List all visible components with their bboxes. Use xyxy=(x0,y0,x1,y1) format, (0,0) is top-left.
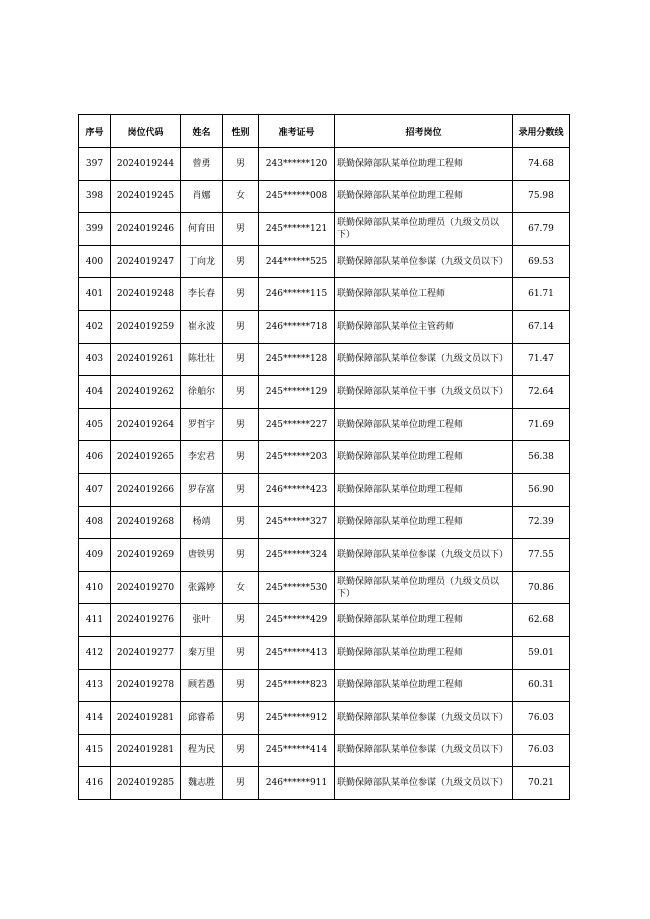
results-table xyxy=(78,114,570,800)
cell-index: 415 xyxy=(79,734,111,767)
cell-score: 76.03 xyxy=(513,702,570,735)
table-row xyxy=(79,180,570,213)
cell-gender: 男 xyxy=(223,441,259,474)
table-row xyxy=(79,767,570,800)
cell-position: 联勤保障部队某单位参谋（九级文员以下） xyxy=(335,539,513,572)
cell-gender: 男 xyxy=(223,604,259,637)
cell-exam-id: 246******115 xyxy=(259,278,335,311)
cell-exam-id: 246******423 xyxy=(259,473,335,506)
cell-score: 62.68 xyxy=(513,604,570,637)
header-row xyxy=(79,115,570,148)
cell-exam-id: 245******327 xyxy=(259,506,335,539)
cell-score: 56.90 xyxy=(513,473,570,506)
cell-exam-id: 245******414 xyxy=(259,734,335,767)
cell-name: 徐舶尔 xyxy=(181,376,223,409)
cell-post-code: 2024019247 xyxy=(111,245,181,278)
cell-index: 404 xyxy=(79,376,111,409)
table-row xyxy=(79,669,570,702)
cell-post-code: 2024019268 xyxy=(111,506,181,539)
cell-index: 416 xyxy=(79,767,111,800)
cell-post-code: 2024019261 xyxy=(111,343,181,376)
cell-exam-id: 246******911 xyxy=(259,767,335,800)
cell-gender: 男 xyxy=(223,473,259,506)
table-row xyxy=(79,148,570,181)
header-position: 招考岗位 xyxy=(335,115,513,148)
cell-exam-id: 245******823 xyxy=(259,669,335,702)
cell-exam-id: 244******525 xyxy=(259,245,335,278)
cell-score: 67.79 xyxy=(513,213,570,246)
cell-score: 71.69 xyxy=(513,408,570,441)
cell-index: 408 xyxy=(79,506,111,539)
header-gender: 性别 xyxy=(223,115,259,148)
cell-score: 75.98 xyxy=(513,180,570,213)
cell-post-code: 2024019259 xyxy=(111,310,181,343)
cell-position: 联勤保障部队某单位助理工程师 xyxy=(335,408,513,441)
cell-index: 410 xyxy=(79,571,111,604)
table-row xyxy=(79,278,570,311)
cell-exam-id: 245******128 xyxy=(259,343,335,376)
cell-score: 70.21 xyxy=(513,767,570,800)
cell-gender: 男 xyxy=(223,376,259,409)
cell-gender: 男 xyxy=(223,506,259,539)
table-row xyxy=(79,734,570,767)
cell-index: 411 xyxy=(79,604,111,637)
cell-gender: 男 xyxy=(223,702,259,735)
cell-index: 406 xyxy=(79,441,111,474)
header-exam-id: 准考证号 xyxy=(259,115,335,148)
cell-index: 401 xyxy=(79,278,111,311)
cell-gender: 男 xyxy=(223,669,259,702)
cell-name: 李长春 xyxy=(181,278,223,311)
cell-gender: 男 xyxy=(223,310,259,343)
cell-score: 56.38 xyxy=(513,441,570,474)
cell-name: 陈壮壮 xyxy=(181,343,223,376)
cell-name: 张露婷 xyxy=(181,571,223,604)
cell-score: 74.68 xyxy=(513,148,570,181)
table-row xyxy=(79,604,570,637)
cell-exam-id: 245******227 xyxy=(259,408,335,441)
cell-score: 61.71 xyxy=(513,278,570,311)
table-row xyxy=(79,506,570,539)
table-row xyxy=(79,213,570,246)
table-row xyxy=(79,441,570,474)
cell-post-code: 2024019244 xyxy=(111,148,181,181)
cell-exam-id: 245******429 xyxy=(259,604,335,637)
cell-exam-id: 245******203 xyxy=(259,441,335,474)
cell-index: 407 xyxy=(79,473,111,506)
cell-name: 崔永波 xyxy=(181,310,223,343)
cell-score: 69.53 xyxy=(513,245,570,278)
cell-name: 罗哲宇 xyxy=(181,408,223,441)
cell-gender: 男 xyxy=(223,278,259,311)
cell-gender: 男 xyxy=(223,245,259,278)
cell-index: 409 xyxy=(79,539,111,572)
cell-gender: 男 xyxy=(223,636,259,669)
cell-exam-id: 245******324 xyxy=(259,539,335,572)
cell-position: 联勤保障部队某单位参谋（九级文员以下） xyxy=(335,734,513,767)
cell-index: 414 xyxy=(79,702,111,735)
cell-position: 联勤保障部队某单位参谋（九级文员以下） xyxy=(335,245,513,278)
cell-name: 罗存富 xyxy=(181,473,223,506)
cell-gender: 男 xyxy=(223,539,259,572)
cell-name: 丁向龙 xyxy=(181,245,223,278)
cell-post-code: 2024019278 xyxy=(111,669,181,702)
cell-position: 联勤保障部队某单位助理工程师 xyxy=(335,506,513,539)
cell-position: 联勤保障部队某单位参谋（九级文员以下） xyxy=(335,343,513,376)
cell-exam-id: 245******530 xyxy=(259,571,335,604)
cell-exam-id: 245******912 xyxy=(259,702,335,735)
header-score: 录用分数线 xyxy=(513,115,570,148)
cell-post-code: 2024019266 xyxy=(111,473,181,506)
table-row xyxy=(79,376,570,409)
header-name: 姓名 xyxy=(181,115,223,148)
cell-index: 399 xyxy=(79,213,111,246)
cell-post-code: 2024019281 xyxy=(111,702,181,735)
cell-exam-id: 245******008 xyxy=(259,180,335,213)
cell-score: 59.01 xyxy=(513,636,570,669)
cell-post-code: 2024019246 xyxy=(111,213,181,246)
cell-index: 405 xyxy=(79,408,111,441)
cell-name: 杨靖 xyxy=(181,506,223,539)
cell-score: 76.03 xyxy=(513,734,570,767)
cell-position: 联勤保障部队某单位参谋（九级文员以下） xyxy=(335,702,513,735)
cell-post-code: 2024019270 xyxy=(111,571,181,604)
cell-index: 398 xyxy=(79,180,111,213)
cell-position: 联勤保障部队某单位助理工程师 xyxy=(335,604,513,637)
cell-post-code: 2024019269 xyxy=(111,539,181,572)
cell-exam-id: 243******120 xyxy=(259,148,335,181)
cell-exam-id: 245******413 xyxy=(259,636,335,669)
cell-score: 67.14 xyxy=(513,310,570,343)
cell-name: 唐铁男 xyxy=(181,539,223,572)
cell-position: 联勤保障部队某单位助理员（九级文员以下） xyxy=(335,213,513,246)
cell-score: 60.31 xyxy=(513,669,570,702)
table-row xyxy=(79,245,570,278)
cell-score: 72.39 xyxy=(513,506,570,539)
table-row xyxy=(79,539,570,572)
cell-name: 曾勇 xyxy=(181,148,223,181)
cell-index: 412 xyxy=(79,636,111,669)
cell-post-code: 2024019245 xyxy=(111,180,181,213)
cell-name: 秦万里 xyxy=(181,636,223,669)
cell-score: 70.86 xyxy=(513,571,570,604)
cell-index: 403 xyxy=(79,343,111,376)
cell-position: 联勤保障部队某单位助理工程师 xyxy=(335,669,513,702)
cell-position: 联勤保障部队某单位助理员（九级文员以下） xyxy=(335,571,513,604)
cell-index: 400 xyxy=(79,245,111,278)
cell-gender: 男 xyxy=(223,343,259,376)
cell-index: 413 xyxy=(79,669,111,702)
cell-post-code: 2024019265 xyxy=(111,441,181,474)
cell-post-code: 2024019285 xyxy=(111,767,181,800)
cell-exam-id: 245******129 xyxy=(259,376,335,409)
cell-position: 联勤保障部队某单位助理工程师 xyxy=(335,441,513,474)
cell-name: 李宏君 xyxy=(181,441,223,474)
table-row xyxy=(79,473,570,506)
cell-name: 肖娜 xyxy=(181,180,223,213)
cell-gender: 男 xyxy=(223,767,259,800)
cell-gender: 男 xyxy=(223,213,259,246)
cell-post-code: 2024019276 xyxy=(111,604,181,637)
cell-post-code: 2024019248 xyxy=(111,278,181,311)
cell-index: 397 xyxy=(79,148,111,181)
header-post-code: 岗位代码 xyxy=(111,115,181,148)
cell-score: 72.64 xyxy=(513,376,570,409)
table-row xyxy=(79,343,570,376)
cell-post-code: 2024019262 xyxy=(111,376,181,409)
cell-position: 联勤保障部队某单位工程师 xyxy=(335,278,513,311)
table-row xyxy=(79,636,570,669)
cell-exam-id: 246******718 xyxy=(259,310,335,343)
cell-gender: 男 xyxy=(223,148,259,181)
cell-name: 魏志胜 xyxy=(181,767,223,800)
cell-gender: 女 xyxy=(223,180,259,213)
cell-index: 402 xyxy=(79,310,111,343)
cell-post-code: 2024019281 xyxy=(111,734,181,767)
header-index: 序号 xyxy=(79,115,111,148)
cell-position: 联勤保障部队某单位助理工程师 xyxy=(335,180,513,213)
cell-position: 联勤保障部队某单位助理工程师 xyxy=(335,473,513,506)
cell-name: 程为民 xyxy=(181,734,223,767)
cell-post-code: 2024019264 xyxy=(111,408,181,441)
cell-score: 77.55 xyxy=(513,539,570,572)
cell-position: 联勤保障部队某单位助理工程师 xyxy=(335,636,513,669)
table-row xyxy=(79,702,570,735)
cell-position: 联勤保障部队某单位主管药师 xyxy=(335,310,513,343)
cell-score: 71.47 xyxy=(513,343,570,376)
cell-name: 何育田 xyxy=(181,213,223,246)
cell-name: 张叶 xyxy=(181,604,223,637)
cell-position: 联勤保障部队某单位干事（九级文员以下） xyxy=(335,376,513,409)
table-row xyxy=(79,408,570,441)
cell-exam-id: 245******121 xyxy=(259,213,335,246)
cell-name: 顾若愚 xyxy=(181,669,223,702)
cell-position: 联勤保障部队某单位助理工程师 xyxy=(335,148,513,181)
table-row xyxy=(79,571,570,604)
cell-gender: 女 xyxy=(223,571,259,604)
cell-post-code: 2024019277 xyxy=(111,636,181,669)
cell-name: 邱睿希 xyxy=(181,702,223,735)
cell-position: 联勤保障部队某单位参谋（九级文员以下） xyxy=(335,767,513,800)
cell-gender: 男 xyxy=(223,734,259,767)
table-row xyxy=(79,310,570,343)
cell-gender: 男 xyxy=(223,408,259,441)
